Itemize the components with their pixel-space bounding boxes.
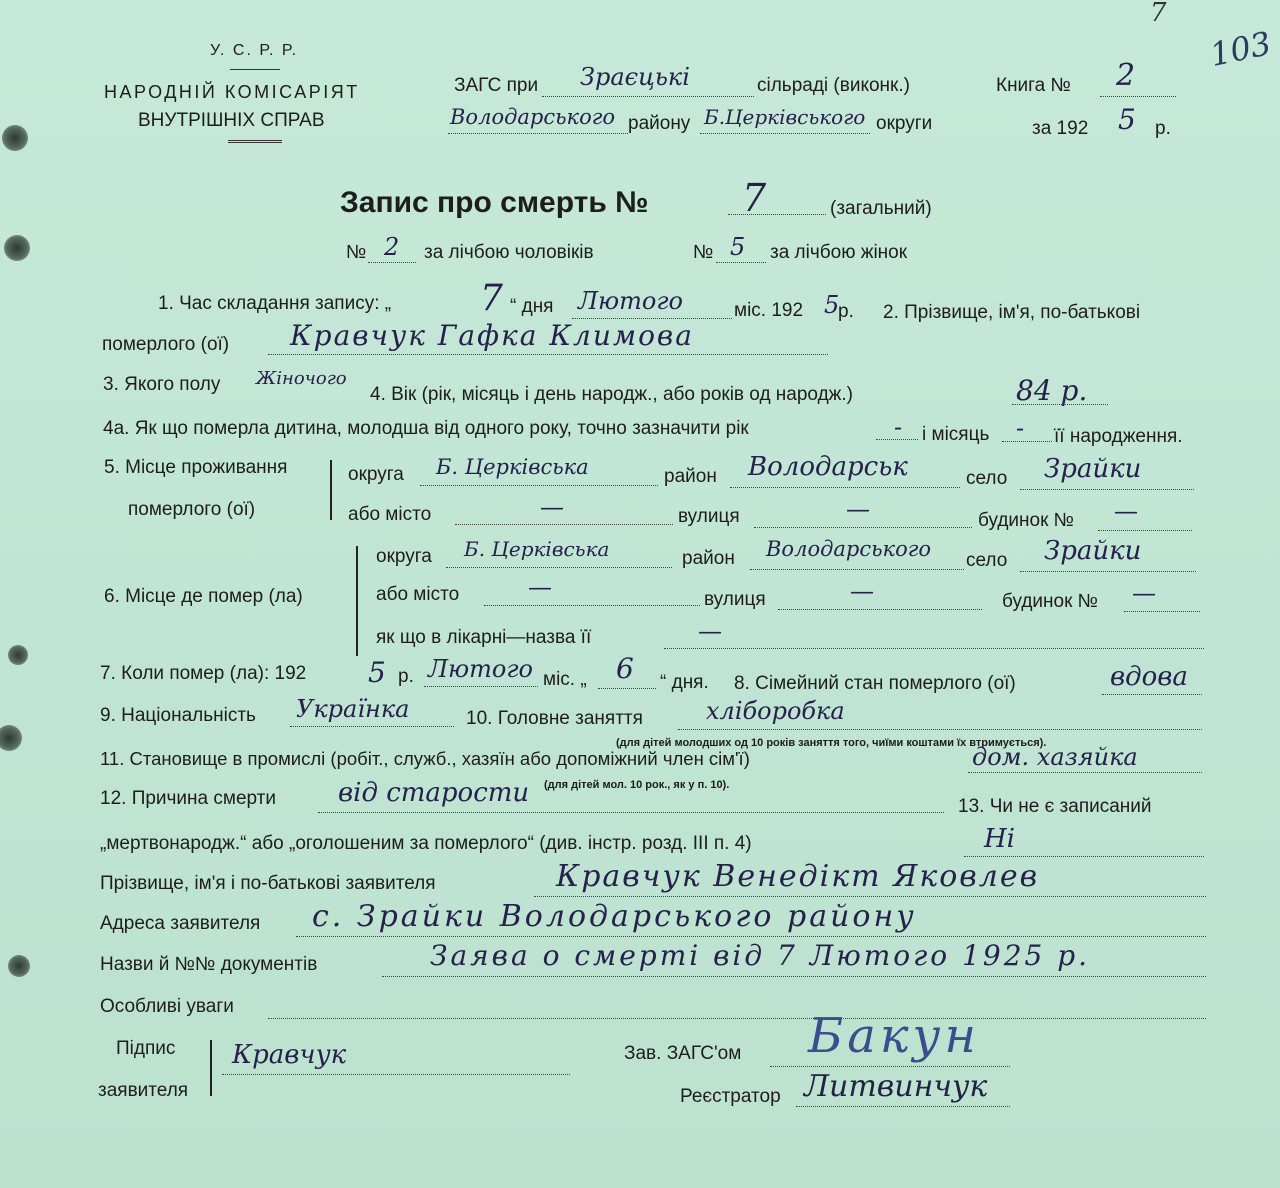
f6-brace	[356, 546, 358, 656]
f6-city-line	[484, 605, 700, 606]
f7-mis: міс. „	[543, 669, 587, 690]
f4a-month: -	[1016, 414, 1025, 442]
f5-house-line	[1098, 530, 1192, 531]
men-number: 2	[384, 233, 400, 261]
applicant-signature: Кравчук	[232, 1040, 347, 1070]
f9-label: 9. Національність	[100, 705, 256, 726]
women-line	[716, 262, 766, 263]
f6-selo-label: село	[966, 550, 1008, 571]
f5-city: —	[540, 493, 564, 521]
f13-label2: „мертвонародж.“ або „оголошеним за померлого“ (див. інстр. розд. III п. 4)	[100, 833, 752, 854]
f6-selo: Зрайки	[1044, 536, 1142, 566]
punch-hole	[4, 235, 30, 261]
registrar-label: Реєстратор	[680, 1086, 781, 1107]
men-line	[368, 262, 416, 263]
applicant-name-label: Прізвище, ім'я і по-батькові заявителя	[100, 873, 436, 894]
punch-hole	[8, 955, 30, 977]
district-label: району	[628, 113, 691, 134]
book-line	[1100, 96, 1176, 97]
men-prefix: №	[346, 242, 367, 263]
f7-year: 5	[368, 656, 386, 689]
f3-value: Жіночого	[256, 368, 347, 389]
f12-note: (для дітей мол. 10 рок., як у п. 10).	[544, 779, 730, 791]
f7-month-line	[424, 686, 538, 687]
f2-label2: померлого (ої)	[102, 334, 230, 355]
year-label: за 192	[1032, 118, 1089, 139]
f6-okruha-label: округа	[376, 546, 432, 567]
f5-okruha-label: округа	[348, 464, 404, 485]
f13-line	[964, 856, 1204, 857]
f5-brace	[330, 460, 332, 520]
f11-line	[968, 772, 1202, 773]
f1-label: 1. Час складання запису: „	[158, 293, 392, 314]
head-line	[770, 1066, 1010, 1067]
f4a-label3: її народження.	[1054, 426, 1183, 447]
f5-okruha-line	[420, 485, 658, 486]
notes-label: Особливі уваги	[100, 996, 234, 1017]
f1-day-label: “ дня	[510, 296, 554, 317]
men-label: за лічбою чоловіків	[424, 242, 594, 263]
council-label: сільраді (виконк.)	[757, 75, 910, 96]
f13-label: 13. Чи не є записаний	[958, 796, 1152, 817]
f6-raion-line	[750, 569, 964, 570]
f11-label: 11. Становище в промислі (робіт., служб., хазяїн або допоміжний член сім'ї)	[100, 748, 750, 769]
f1-month: Лютого	[578, 287, 683, 315]
f4a-label1: 4а. Як що померла дитина, молодша від одного року, точно зазначити рік	[103, 418, 749, 439]
registrar-signature: Литвинчук	[804, 1069, 988, 1104]
f5-okruha: Б. Церківська	[436, 455, 589, 479]
f5-raion-line	[730, 487, 960, 488]
f6-street-label: вулиця	[704, 589, 766, 610]
applicant-sign-brace	[210, 1040, 212, 1096]
f1-month-label: міс. 192	[734, 300, 804, 321]
f1-year: 5	[824, 291, 840, 319]
commissariat-line1: НАРОДНІЙ КОМІСАРІЯТ	[104, 82, 360, 102]
f6-house-line	[1124, 611, 1200, 612]
f8-label: 8. Сімейний стан померлого (ої)	[734, 673, 1016, 694]
head-label: Зав. ЗАГС'ом	[624, 1043, 742, 1064]
record-title: Запис про смерть №	[340, 186, 649, 219]
republic-label: У. С. Р. Р.	[210, 42, 299, 59]
documents-line	[382, 976, 1206, 977]
punch-hole	[8, 645, 28, 665]
district-line	[448, 133, 628, 134]
general-label: (загальний)	[830, 198, 932, 219]
corner-archive-number: 103	[1206, 24, 1275, 74]
f6-city: —	[528, 573, 552, 601]
applicant-address-line	[296, 936, 1206, 937]
f5-raion-label: район	[664, 466, 717, 487]
f13-value: Ні	[984, 824, 1015, 854]
f4a-month-line	[1002, 441, 1052, 442]
f12-line	[318, 812, 944, 813]
f4-label: 4. Вік (рік, місяць і день народж., або років од народж.)	[370, 384, 853, 405]
registrar-line	[796, 1106, 1010, 1107]
applicant-name: Кравчук Венедікт Яковлев	[556, 859, 1040, 894]
f4-line	[1012, 404, 1108, 405]
f5-selo-label: село	[966, 468, 1008, 489]
f5-city-line	[455, 524, 673, 525]
f5-raion: Володарськ	[748, 452, 908, 482]
f5-selo: Зрайки	[1044, 454, 1142, 484]
f5-house: —	[1114, 497, 1138, 525]
f5-selo-line	[1020, 489, 1194, 490]
documents-label: Назви й №№ документів	[100, 954, 318, 975]
f4-value: 84 р.	[1016, 374, 1088, 407]
notes-line	[268, 1018, 1206, 1019]
f6-hospital: —	[698, 617, 722, 645]
okruha-label: округи	[876, 113, 933, 134]
f9-value: Українка	[296, 695, 410, 723]
zags-prefix: ЗАГС при	[454, 75, 539, 96]
f2-value: Кравчук Гафка Климова	[290, 319, 694, 352]
women-number: 5	[730, 233, 746, 261]
f7-month: Лютого	[428, 655, 533, 683]
f3-label: 3. Якого полу	[103, 374, 221, 395]
applicant-address-label: Адреса заявителя	[100, 913, 261, 934]
f6-house-label: будинок №	[1002, 591, 1099, 612]
applicant-sign-label2: заявителя	[98, 1080, 189, 1101]
district-value: Володарського	[450, 105, 615, 129]
zags-line	[542, 96, 754, 97]
f11-value: дом. хазяйка	[972, 743, 1138, 771]
okruha-line	[700, 133, 870, 134]
punch-hole	[2, 125, 28, 151]
f5-city-label: або місто	[348, 504, 432, 525]
f9-line	[290, 726, 454, 727]
divider	[230, 69, 280, 70]
f5-house-label: будинок №	[978, 510, 1075, 531]
f7-day-line	[598, 688, 656, 689]
f6-raion: Володарського	[766, 537, 931, 561]
f5-street-label: вулиця	[678, 506, 740, 527]
year-digit: 5	[1118, 103, 1136, 136]
book-number: 2	[1116, 58, 1136, 93]
year-suffix: р.	[1155, 118, 1171, 139]
head-signature: Бакун	[808, 1008, 981, 1064]
f6-okruha: Б. Церківська	[464, 537, 610, 561]
f8-line	[1102, 694, 1202, 695]
f2-label: 2. Прізвище, ім'я, по-батькові	[883, 302, 1141, 323]
f1-day: 7	[480, 278, 503, 319]
punch-hole	[0, 725, 22, 751]
f5-label2: померлого (ої)	[128, 499, 256, 520]
zags-village: Зраєцькі	[580, 63, 690, 91]
f7-day: 6	[616, 652, 634, 685]
f4a-label2: і місяць	[922, 424, 990, 445]
f6-city-label: або місто	[376, 584, 460, 605]
f2-line	[268, 354, 828, 355]
book-label: Книга №	[996, 75, 1071, 96]
f5-label1: 5. Місце проживання	[104, 457, 288, 478]
f10-label: 10. Головне заняття	[466, 708, 643, 729]
f6-hospital-label: як що в лікарні—назва її	[376, 627, 592, 648]
f1-year-suffix: р.	[838, 301, 854, 322]
f10-line	[678, 729, 1202, 730]
f6-selo-line	[1020, 571, 1196, 572]
applicant-name-line	[534, 896, 1206, 897]
f6-label: 6. Місце де помер (ла)	[104, 586, 303, 607]
women-prefix: №	[693, 242, 714, 263]
f10-value: хліборобка	[706, 697, 845, 725]
corner-mark: 7	[1150, 0, 1167, 28]
f4a-year: -	[894, 413, 903, 441]
applicant-sign-line	[222, 1074, 570, 1075]
applicant-address: с. Зрайки Володарського району	[312, 899, 917, 934]
women-label: за лічбою жінок	[770, 242, 908, 263]
f7-day-label: “ дня.	[660, 672, 709, 693]
f12-label: 12. Причина смерти	[100, 788, 276, 809]
f6-okruha-line	[446, 567, 672, 568]
f5-street-line	[754, 527, 972, 528]
f8-value: вдова	[1110, 662, 1188, 692]
f7-label: 7. Коли помер (ла): 192	[100, 663, 307, 684]
f5-street: —	[846, 495, 870, 523]
divider	[228, 140, 282, 143]
f6-street: —	[850, 577, 874, 605]
f6-street-line	[778, 609, 982, 610]
applicant-sign-label1: Підпис	[116, 1038, 176, 1059]
record-number: 7	[742, 176, 767, 220]
commissariat-line2: ВНУТРІШНІХ СПРАВ	[138, 110, 325, 131]
documents-value: Заява о смерті від 7 Лютого 1925 р.	[430, 939, 1091, 972]
f7-r: р.	[398, 666, 414, 687]
okruha-value: Б.Церківського	[704, 105, 866, 129]
f10-note: (для дітей молодших од 10 років заняття того, чиїми коштами їх втримується).	[616, 737, 1047, 749]
f6-house: —	[1132, 579, 1156, 607]
f12-value: від старости	[338, 778, 530, 808]
f6-raion-label: район	[682, 548, 735, 569]
f6-hospital-line	[664, 648, 1204, 649]
